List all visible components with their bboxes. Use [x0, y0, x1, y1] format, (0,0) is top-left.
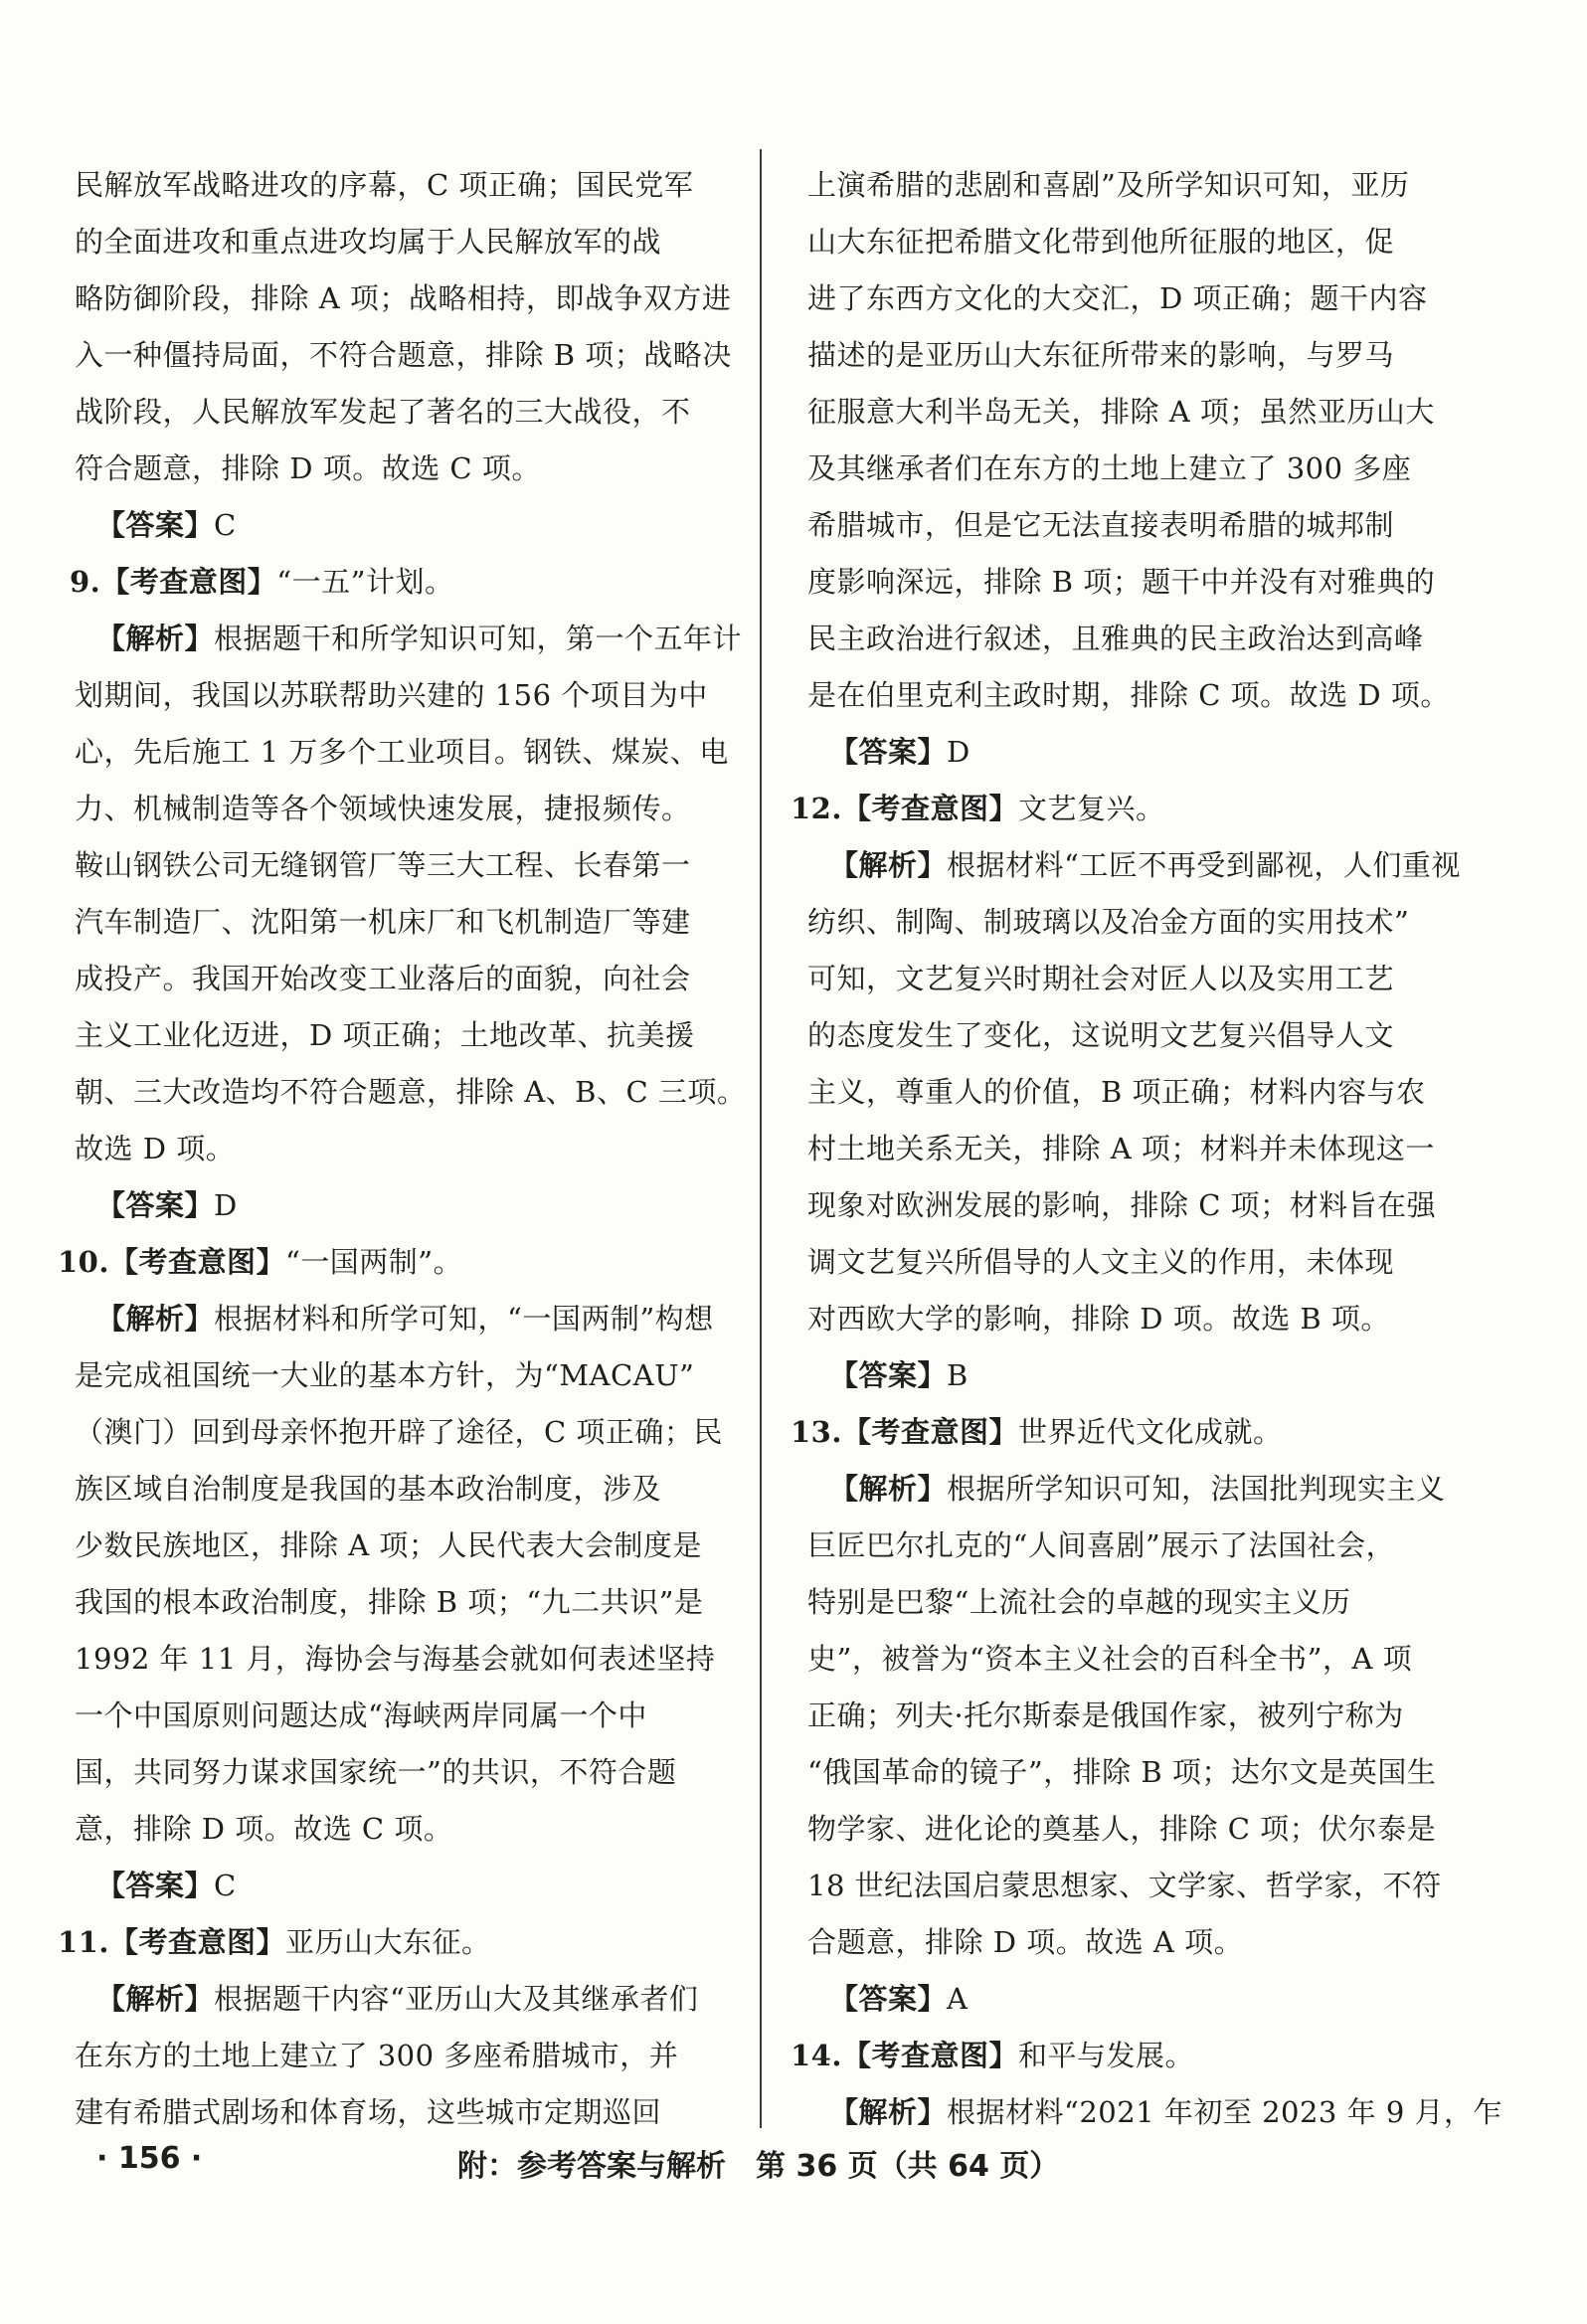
intent-tag: 【考查意图】: [841, 1415, 1018, 1449]
analysis-tag: 【解析】: [96, 1302, 215, 1336]
text-line: [807, 554, 1444, 611]
line-text: 国，共同努力谋求国家统一”的共识，不符合题: [75, 1755, 677, 1789]
line-text: 符合题意，排除 D 项。故选 C 项。: [75, 451, 541, 485]
text-line: [807, 497, 1444, 554]
text-line: [807, 214, 1444, 270]
text-line: [807, 1177, 1444, 1234]
intent-tag: 【考查意图】: [100, 565, 277, 599]
line-text: 根据材料和所学可知，“一国两制”构想: [214, 1302, 714, 1336]
text-line: [75, 1177, 711, 1234]
line-text: 希腊城市，但是它无法直接表明希腊的城邦制: [807, 508, 1395, 542]
text-line: [807, 441, 1444, 497]
line-text: 是在伯里克利主政时期，排除 C 项。故选 D 项。: [807, 678, 1450, 712]
analysis-tag: 【解析】: [829, 2095, 948, 2129]
line-text: “一五”计划。: [276, 565, 454, 599]
analysis-tag: 【解析】: [96, 1982, 215, 2016]
text-line: [807, 1291, 1444, 1347]
answer-tag: 【答案】: [96, 1869, 215, 1902]
line-text: 物学家、进化论的奠基人，排除 C 项；伏尔泰是: [807, 1812, 1437, 1846]
line-text: 描述的是亚历山大东征所带来的影响，与罗马: [807, 338, 1395, 372]
right-column: [791, 157, 1502, 2141]
line-text: 民主政治进行叙述，且雅典的民主政治达到高峰: [807, 622, 1424, 655]
text-line: [807, 951, 1444, 1007]
line-text: 根据题干和所学知识可知，第一个五年计: [214, 622, 743, 655]
answer-value: A: [947, 1982, 969, 2016]
text-line: [807, 1518, 1444, 1574]
text-line: [807, 894, 1444, 951]
text-line: [807, 327, 1444, 384]
text-line: [791, 781, 1444, 837]
text-line: [75, 1404, 723, 1461]
text-line: [807, 1064, 1444, 1121]
answer-value: D: [947, 735, 970, 769]
line-text: 1992 年 11 月，海协会与海基会就如何表述坚持: [75, 1642, 716, 1676]
line-text: 根据所学知识可知，法国批判现实主义: [947, 1472, 1446, 1506]
line-text: 在东方的土地上建立了 300 多座希腊城市，并: [75, 2039, 679, 2072]
answer-tag: 【答案】: [829, 1982, 948, 2016]
line-text: 我国的根本政治制度，排除 B 项；“九二共识”是: [75, 1585, 704, 1619]
text-line: [807, 1234, 1444, 1291]
text-line: [807, 1121, 1444, 1177]
answer-value: C: [214, 508, 237, 542]
text-line: [807, 1858, 1444, 1914]
footer-title: 附：参考答案与解析 第 36 页（共 64 页）: [457, 2149, 1060, 2184]
line-text: 特别是巴黎“上流社会的卓越的现实主义历: [807, 1585, 1351, 1619]
text-line: [75, 1858, 711, 1914]
line-text: 合题意，排除 D 项。故选 A 项。: [807, 1925, 1244, 1959]
text-line: [75, 1688, 711, 1744]
text-line: [807, 611, 1444, 667]
text-line: [75, 1461, 711, 1518]
text-line: [75, 1291, 714, 1347]
answer-tag: 【答案】: [96, 508, 215, 542]
intent-tag: 【考查意图】: [108, 1245, 285, 1279]
text-line: [75, 894, 711, 951]
line-text: 及其继承者们在东方的土地上建立了 300 多座: [807, 451, 1412, 485]
question-number: 12.: [791, 792, 842, 825]
line-text: 的全面进攻和重点进攻均属于人民解放军的战: [75, 225, 662, 259]
text-line: [807, 1574, 1444, 1631]
line-text: 正确；列夫·托尔斯泰是俄国作家，被列宁称为: [807, 1698, 1404, 1732]
line-text: 对西欧大学的影响，排除 D 项。故选 B 项。: [807, 1302, 1390, 1336]
text-line: [791, 1404, 1444, 1461]
answer-value: C: [214, 1869, 237, 1902]
line-text: 18 世纪法国启蒙思想家、文学家、哲学家，不符: [807, 1869, 1442, 1902]
text-line: [75, 837, 711, 894]
text-line: [75, 1121, 711, 1177]
analysis-tag: 【解析】: [829, 848, 948, 882]
column-divider: [760, 149, 762, 2128]
line-text: 朝、三大改造均不符合题意，排除 A、B、C 三项。: [75, 1075, 747, 1109]
text-line: [75, 724, 729, 781]
text-line: [807, 1914, 1444, 1971]
line-text: 纺织、制陶、制玻璃以及冶金方面的实用技术”: [807, 905, 1410, 939]
text-line: [807, 1688, 1444, 1744]
line-text: 度影响深远，排除 B 项；题干中并没有对雅典的: [807, 565, 1436, 599]
line-text: 根据题干内容“亚历山大及其继承者们: [214, 1982, 699, 2016]
line-text: 划期间，我国以苏联帮助兴建的 156 个项目为中: [75, 678, 708, 712]
text-line: [807, 2084, 1502, 2141]
line-text: 一个中国原则问题达成“海峡两岸同属一个中: [75, 1698, 647, 1732]
intent-tag: 【考查意图】: [841, 2039, 1018, 2072]
text-line: [807, 270, 1444, 327]
line-text: 汽车制造厂、沈阳第一机床厂和飞机制造厂等建: [75, 905, 691, 939]
text-line: [75, 270, 732, 327]
text-line: [75, 497, 711, 554]
text-line: [807, 1347, 1444, 1404]
line-text: 世界近代文化成就。: [1017, 1415, 1283, 1449]
line-text: 少数民族地区，排除 A 项；人民代表大会制度是: [75, 1528, 702, 1562]
line-text: 略防御阶段，排除 A 项；战略相持，即战争双方进: [75, 281, 732, 315]
text-line: [75, 1744, 711, 1801]
text-line: [75, 1347, 711, 1404]
text-line: [75, 327, 732, 384]
line-text: 村土地关系无关，排除 A 项；材料并未体现这一: [807, 1132, 1435, 1165]
text-line: [807, 724, 1444, 781]
analysis-tag: 【解析】: [829, 1472, 948, 1506]
text-line: [75, 441, 711, 497]
text-line: [58, 1234, 711, 1291]
line-text: 是完成祖国统一大业的基本方针，为“MACAU”: [75, 1358, 695, 1392]
line-text: 山大东征把希腊文化带到他所征服的地区，促: [807, 225, 1395, 259]
line-text: 征服意大利半岛无关，排除 A 项；虽然亚历山大: [807, 395, 1435, 429]
line-text: 成投产。我国开始改变工业落后的面貌，向社会: [75, 962, 691, 995]
answer-value: D: [214, 1188, 238, 1222]
line-text: 进了东西方文化的大交汇，D 项正确；题干内容: [807, 281, 1428, 315]
line-text: 的态度发生了变化，这说明文艺复兴倡导人文: [807, 1018, 1395, 1052]
line-text: 意，排除 D 项。故选 C 项。: [75, 1812, 453, 1846]
text-line: [70, 554, 711, 611]
analysis-tag: 【解析】: [96, 622, 215, 655]
page-footer: [0, 2141, 1587, 2191]
text-line: [75, 1064, 747, 1121]
line-text: （澳门）回到母亲怀抱开辟了途径，C 项正确；民: [75, 1415, 723, 1449]
line-text: “一国两制”。: [284, 1245, 463, 1279]
text-line: [807, 837, 1461, 894]
text-line: [807, 1631, 1444, 1688]
line-text: 主义工业化迈进，D 项正确；土地改革、抗美援: [75, 1018, 695, 1052]
text-line: [807, 667, 1450, 724]
line-text: 鞍山钢铁公司无缝钢管厂等三大工程、长春第一: [75, 848, 691, 882]
line-text: 根据材料“工匠不再受到鄙视，人们重视: [947, 848, 1461, 882]
question-number: 10.: [58, 1245, 109, 1279]
line-text: 战阶段，人民解放军发起了著名的三大战役，不: [75, 395, 691, 429]
text-line: [75, 157, 711, 214]
answer-tag: 【答案】: [829, 735, 948, 769]
text-line: [75, 1801, 711, 1858]
line-text: 亚历山大东征。: [284, 1925, 491, 1959]
text-line: [807, 157, 1444, 214]
text-line: [75, 214, 711, 270]
text-line: [75, 2084, 711, 2141]
line-text: 入一种僵持局面，不符合题意，排除 B 项；战略决: [75, 338, 732, 372]
line-text: 现象对欧洲发展的影响，排除 C 项；材料旨在强: [807, 1188, 1437, 1222]
line-text: 和平与发展。: [1017, 2039, 1194, 2072]
text-line: [75, 667, 711, 724]
text-line: [75, 611, 743, 667]
text-line: [807, 1461, 1444, 1518]
line-text: 族区域自治制度是我国的基本政治制度，涉及: [75, 1472, 662, 1506]
line-text: 建有希腊式剧场和体育场，这些城市定期巡回: [75, 2095, 662, 2129]
line-text: 根据材料“2021 年初至 2023 年 9 月，乍: [947, 2095, 1502, 2129]
line-text: 民解放军战略进攻的序幕，C 项正确；国民党军: [75, 168, 694, 202]
line-text: 心，先后施工 1 万多个工业项目。钢铁、煤炭、电: [75, 735, 729, 769]
text-line: [75, 2028, 711, 2084]
line-text: 巨匠巴尔扎克的“人间喜剧”展示了法国社会，: [807, 1528, 1396, 1562]
answer-value: B: [947, 1358, 969, 1392]
text-line: [58, 1914, 711, 1971]
text-line: [75, 1574, 711, 1631]
intent-tag: 【考查意图】: [841, 792, 1018, 825]
page-number: · 156 ·: [96, 2141, 203, 2176]
line-text: 主义，尊重人的价值，B 项正确；材料内容与农: [807, 1075, 1426, 1109]
text-line: [807, 1007, 1444, 1064]
question-number: 13.: [791, 1415, 842, 1449]
text-line: [75, 1631, 716, 1688]
answer-tag: 【答案】: [96, 1188, 215, 1222]
line-text: 力、机械制造等各个领域快速发展，捷报频传。: [75, 792, 691, 825]
question-number: 11.: [58, 1925, 109, 1959]
text-line: [807, 384, 1444, 441]
line-text: 文艺复兴。: [1017, 792, 1165, 825]
text-line: [75, 951, 711, 1007]
text-line: [807, 1744, 1444, 1801]
line-text: 史”，被誉为“资本主义社会的百科全书”，A 项: [807, 1642, 1413, 1676]
text-line: [807, 1971, 1444, 2028]
text-line: [75, 1518, 711, 1574]
text-line: [75, 1971, 711, 2028]
text-line: [75, 384, 711, 441]
line-text: 可知，文艺复兴时期社会对匠人以及实用工艺: [807, 962, 1395, 995]
line-text: 上演希腊的悲剧和喜剧”及所学知识可知，亚历: [807, 168, 1410, 202]
text-line: [75, 1007, 711, 1064]
text-line: [75, 781, 711, 837]
left-column: [58, 157, 747, 2141]
question-number: 14.: [791, 2039, 842, 2072]
answer-tag: 【答案】: [829, 1358, 948, 1392]
question-number: 9.: [70, 565, 101, 599]
text-line: [791, 2028, 1444, 2084]
line-text: 故选 D 项。: [75, 1132, 236, 1165]
line-text: 调文艺复兴所倡导的人文主义的作用，未体现: [807, 1245, 1395, 1279]
line-text: “俄国革命的镜子”，排除 B 项；达尔文是英国生: [807, 1755, 1437, 1789]
text-line: [807, 1801, 1444, 1858]
intent-tag: 【考查意图】: [108, 1925, 285, 1959]
